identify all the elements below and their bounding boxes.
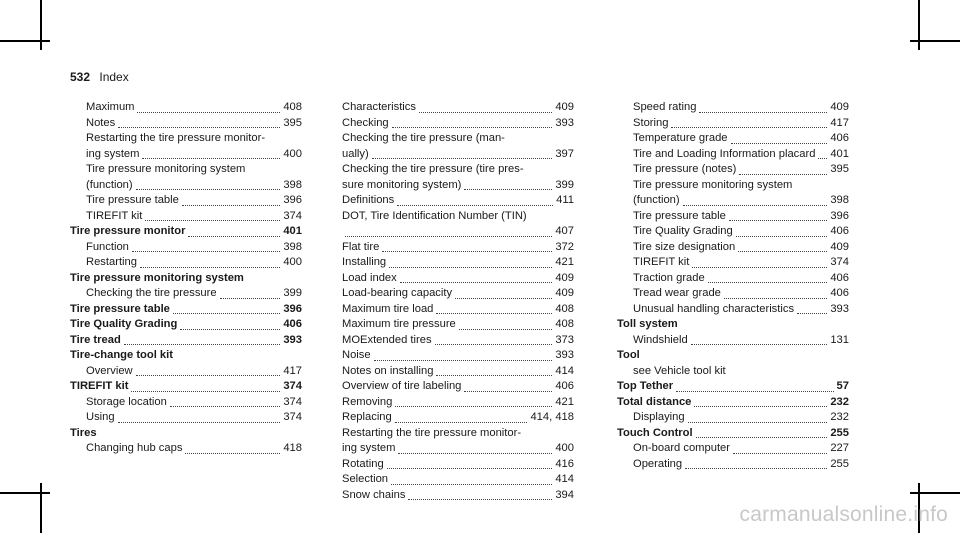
index-entry — [70, 441, 302, 457]
leader-dots — [736, 235, 828, 237]
leader-dots — [185, 452, 280, 454]
index-heading: Tire-change tool kit — [70, 349, 173, 361]
index-entry — [617, 209, 849, 225]
page-reference: 393 — [830, 302, 849, 315]
leader-dots — [145, 219, 280, 221]
leader-dots — [683, 204, 828, 206]
page-reference: 373 — [555, 333, 574, 346]
page-reference: 398 — [283, 240, 302, 253]
leader-dots — [118, 421, 281, 423]
index-entry — [342, 255, 574, 271]
leader-dots — [131, 390, 280, 392]
index-entry — [70, 147, 302, 163]
index-heading: Toll system — [617, 318, 678, 330]
entry-label: Windshield — [633, 333, 688, 346]
index-line: Tire pressure monitoring system — [86, 163, 246, 175]
page-reference: 374 — [283, 395, 302, 408]
index-entry — [617, 224, 849, 240]
entry-label: Touch Control — [617, 426, 693, 439]
page-reference: 406 — [830, 271, 849, 284]
page-reference: 232 — [830, 395, 849, 408]
index-entry — [70, 286, 302, 302]
index-heading: Tire pressure monitoring system — [70, 271, 244, 284]
entry-label: Maximum tire load — [342, 302, 434, 315]
index-entry — [70, 224, 302, 240]
index-line: Restarting the tire pressure monitor- — [86, 132, 266, 144]
leader-dots — [391, 483, 552, 485]
leader-dots — [699, 111, 827, 113]
entry-label: TIREFIT kit — [86, 209, 143, 222]
page-reference: 255 — [830, 426, 849, 439]
crop-mark — [910, 492, 960, 494]
index-entry — [70, 240, 302, 256]
index-entry — [342, 410, 574, 426]
page-reference: 400 — [555, 442, 574, 454]
leader-dots — [455, 297, 552, 299]
index-entry — [342, 317, 574, 333]
page-reference: 398 — [830, 194, 849, 206]
leader-dots — [733, 452, 827, 454]
index-entry — [342, 240, 574, 256]
entry-label: Notes on installing — [342, 364, 434, 377]
entry-label: TIREFIT kit — [70, 380, 129, 392]
index-column-2 — [342, 100, 574, 503]
index-entry — [342, 286, 574, 302]
leader-dots — [389, 266, 552, 268]
leader-dots — [464, 188, 552, 190]
index-entry — [617, 286, 849, 302]
index-entry — [70, 395, 302, 411]
index-entry — [617, 193, 849, 209]
page-reference: 131 — [830, 333, 849, 346]
entry-label: Notes — [86, 116, 116, 129]
index-entry — [342, 224, 574, 240]
page-reference: 400 — [283, 147, 302, 160]
leader-dots — [118, 126, 280, 128]
entry-label: ing system — [342, 442, 396, 454]
entry-label: (function) — [86, 178, 133, 191]
leader-dots — [374, 359, 553, 361]
index-entry — [70, 193, 302, 209]
leader-dots — [731, 142, 828, 144]
index-entry — [342, 116, 574, 132]
index-entry — [342, 193, 574, 209]
leader-dots — [435, 343, 553, 345]
page-reference: 409 — [555, 101, 574, 113]
leader-dots — [400, 281, 553, 283]
crop-mark — [40, 483, 42, 533]
index-line: Restarting the tire pressure monitor- — [342, 426, 522, 439]
page-reference: 372 — [555, 240, 574, 253]
index-entry — [70, 364, 302, 380]
page-reference: 421 — [555, 395, 574, 408]
leader-dots — [436, 312, 552, 314]
page-reference: 414 — [555, 473, 574, 485]
index-entry — [342, 348, 574, 364]
page-reference: 57 — [836, 380, 849, 392]
crop-mark — [0, 40, 50, 42]
index-entry — [70, 333, 302, 349]
leader-dots — [729, 219, 827, 221]
index-entry — [70, 379, 302, 395]
entry-label: Tire tread — [70, 333, 121, 346]
leader-dots — [382, 250, 552, 252]
leader-dots — [738, 250, 827, 252]
leader-dots — [691, 343, 828, 345]
leader-dots — [459, 328, 553, 330]
page-reference: 396 — [283, 194, 302, 206]
page-reference: 401 — [830, 147, 849, 160]
page-reference: 406 — [830, 132, 849, 144]
index-entry — [342, 100, 574, 116]
index-entry — [342, 441, 574, 457]
leader-dots — [694, 405, 827, 407]
entry-label: Traction grade — [633, 271, 705, 284]
leader-dots — [220, 297, 281, 299]
crop-mark — [910, 40, 960, 42]
index-entry — [70, 255, 302, 271]
index-entry — [617, 379, 849, 395]
leader-dots — [419, 111, 552, 113]
entry-label: Total distance — [617, 395, 692, 408]
watermark: carmanualsonline.info — [739, 503, 948, 526]
index-entry — [342, 147, 574, 163]
index-entry — [617, 100, 849, 116]
index-entry — [342, 364, 574, 380]
entry-label: Snow chains — [342, 488, 406, 501]
leader-dots — [724, 297, 827, 299]
leader-dots — [688, 421, 828, 423]
entry-label: Tire pressure monitor — [70, 225, 186, 237]
index-entry — [342, 302, 574, 318]
index-entry — [70, 410, 302, 426]
leader-dots — [170, 405, 280, 407]
entry-label: Characteristics — [342, 101, 416, 113]
page-reference: 374 — [830, 256, 849, 268]
index-entry — [617, 302, 849, 318]
entry-label: Definitions — [342, 194, 395, 206]
entry-label: ing system — [86, 147, 140, 160]
page-reference: 395 — [283, 116, 302, 129]
page-reference: 408 — [283, 101, 302, 113]
index-entry — [70, 100, 302, 116]
leader-dots — [692, 266, 827, 268]
index-line: see Vehicle tool kit — [633, 364, 726, 377]
index-line: Tire pressure monitoring system — [633, 178, 793, 191]
leader-dots — [685, 467, 827, 469]
entry-label: Load-bearing capacity — [342, 287, 453, 299]
index-entry — [617, 255, 849, 271]
page-reference: 411 — [556, 194, 574, 206]
page-reference: 417 — [830, 116, 849, 129]
page-reference: 409 — [555, 287, 574, 299]
index-entry — [342, 488, 574, 504]
entry-label: Tread wear grade — [633, 287, 721, 299]
leader-dots — [676, 390, 833, 392]
entry-label: Operating — [633, 457, 683, 470]
index-entry — [617, 410, 849, 426]
entry-label: Maximum — [86, 101, 135, 113]
section-title: Index — [99, 70, 129, 84]
index-heading: Tires — [70, 426, 97, 439]
entry-label: Overview of tire labeling — [342, 380, 462, 392]
page-reference: 406 — [830, 225, 849, 237]
page-header — [70, 70, 129, 84]
entry-label: Changing hub caps — [86, 442, 183, 454]
index-column-1 — [70, 100, 302, 457]
index-entry — [342, 472, 574, 488]
page-reference: 397 — [555, 147, 574, 160]
page-reference: 396 — [830, 209, 849, 222]
page-reference: 395 — [830, 163, 849, 175]
page-reference: 418 — [283, 442, 302, 454]
page-reference: 396 — [283, 302, 302, 315]
leader-dots — [387, 467, 553, 469]
page-reference: 408 — [555, 302, 574, 315]
entry-label: Checking the tire pressure — [86, 287, 217, 299]
page-reference: 409 — [555, 271, 574, 284]
page-reference: 393 — [555, 349, 574, 361]
index-entry — [342, 271, 574, 287]
leader-dots — [392, 126, 553, 128]
index-entry — [617, 457, 849, 473]
entry-label: Replacing — [342, 411, 392, 423]
entry-label: Tire pressure table — [70, 302, 170, 315]
index-entry — [617, 131, 849, 147]
page-reference: 398 — [283, 178, 302, 191]
index-entry — [342, 379, 574, 395]
crop-mark — [918, 0, 920, 50]
entry-label: On-board computer — [633, 442, 731, 454]
leader-dots — [188, 235, 280, 237]
leader-dots — [136, 188, 281, 190]
page-reference: 374 — [283, 411, 302, 423]
leader-dots — [696, 436, 828, 438]
entry-label: Overview — [86, 364, 133, 377]
page-reference: 227 — [830, 442, 849, 454]
leader-dots — [408, 498, 552, 500]
leader-dots — [818, 157, 827, 159]
index-entry — [70, 302, 302, 318]
page-reference: 401 — [283, 225, 302, 237]
index-entry — [342, 178, 574, 194]
page-reference: 406 — [283, 318, 302, 330]
entry-label: Top Tether — [617, 380, 674, 392]
entry-label: Tire pressure table — [633, 209, 726, 222]
index-entry — [617, 333, 849, 349]
leader-dots — [140, 266, 280, 268]
index-entry — [617, 271, 849, 287]
leader-dots — [142, 157, 280, 159]
entry-label: Unusual handling characteristics — [633, 302, 795, 315]
index-entry — [617, 116, 849, 132]
index-line: DOT, Tire Identification Number (TIN) — [342, 209, 527, 222]
entry-label: Restarting — [86, 256, 137, 268]
entry-label: Tire Quality Grading — [70, 318, 178, 330]
page-reference: 414 — [555, 364, 574, 377]
index-entry — [617, 240, 849, 256]
index-entry — [617, 426, 849, 442]
entry-label: Using — [86, 411, 115, 423]
leader-dots — [345, 235, 552, 237]
index-entry — [70, 209, 302, 225]
page-reference: 414, 418 — [530, 411, 574, 423]
entry-label: Function — [86, 240, 129, 253]
entry-label: Noise — [342, 349, 371, 361]
page-reference: 406 — [830, 287, 849, 299]
index-entry — [70, 116, 302, 132]
leader-dots — [397, 204, 553, 206]
leader-dots — [395, 421, 528, 423]
entry-label: Selection — [342, 473, 389, 485]
page-reference: 232 — [830, 411, 849, 423]
index-line: Checking the tire pressure (man- — [342, 132, 505, 144]
crop-mark — [0, 492, 50, 494]
entry-label: Tire pressure table — [86, 194, 179, 206]
leader-dots — [137, 111, 280, 113]
crop-mark — [40, 0, 42, 50]
page-number: 532 — [70, 70, 91, 84]
page-reference: 393 — [555, 116, 574, 129]
page-reference: 394 — [555, 488, 574, 501]
leader-dots — [132, 250, 280, 252]
entry-label: Rotating — [342, 457, 384, 470]
entry-label: Storage location — [86, 395, 167, 408]
leader-dots — [136, 374, 281, 376]
entry-label: Installing — [342, 256, 387, 268]
entry-label: Temperature grade — [633, 132, 728, 144]
leader-dots — [464, 390, 552, 392]
leader-dots — [708, 281, 828, 283]
entry-label: Displaying — [633, 411, 685, 423]
leader-dots — [398, 452, 552, 454]
entry-label: Tire pressure (notes) — [633, 163, 737, 175]
entry-label: TIREFIT kit — [633, 256, 690, 268]
leader-dots — [124, 343, 281, 345]
page-reference: 393 — [283, 333, 302, 346]
page-reference: 400 — [283, 256, 302, 268]
index-heading: Tool — [617, 349, 640, 361]
page-reference: 406 — [555, 380, 574, 392]
entry-label: Load index — [342, 271, 397, 284]
page-reference: 399 — [555, 178, 574, 191]
entry-label: Tire Quality Grading — [633, 225, 733, 237]
index-entry — [617, 162, 849, 178]
entry-label: sure monitoring system) — [342, 178, 462, 191]
leader-dots — [395, 405, 552, 407]
leader-dots — [182, 204, 280, 206]
page-reference: 417 — [283, 364, 302, 377]
index-line: Checking the tire pressure (tire pres- — [342, 163, 524, 175]
page-reference: 408 — [555, 318, 574, 330]
page-reference: 255 — [830, 457, 849, 470]
leader-dots — [372, 157, 553, 159]
entry-label: ually) — [342, 147, 369, 160]
index-entry — [70, 178, 302, 194]
entry-label: (function) — [633, 194, 680, 206]
page-reference: 416 — [555, 457, 574, 470]
entry-label: Speed rating — [633, 101, 697, 113]
entry-label: Checking — [342, 116, 389, 129]
index-column-3 — [617, 100, 849, 472]
leader-dots — [180, 328, 280, 330]
leader-dots — [173, 312, 280, 314]
leader-dots — [739, 173, 827, 175]
index-entry — [617, 395, 849, 411]
index-entry — [617, 441, 849, 457]
index-entry — [342, 395, 574, 411]
index-entry — [342, 333, 574, 349]
page-reference: 407 — [555, 225, 574, 237]
page-reference: 374 — [283, 209, 302, 222]
entry-label: Flat tire — [342, 240, 380, 253]
page-reference: 409 — [830, 240, 849, 253]
entry-label: Tire and Loading Information placard — [633, 147, 816, 160]
entry-label: Maximum tire pressure — [342, 318, 456, 330]
page-reference: 421 — [555, 256, 574, 268]
page-reference: 374 — [283, 380, 302, 392]
entry-label: Storing — [633, 116, 669, 129]
leader-dots — [797, 312, 827, 314]
entry-label: Tire size designation — [633, 240, 736, 253]
entry-label: Removing — [342, 395, 393, 408]
index-entry — [617, 147, 849, 163]
leader-dots — [671, 126, 827, 128]
page-reference: 409 — [830, 101, 849, 113]
page-reference: 399 — [283, 287, 302, 299]
index-entry — [70, 317, 302, 333]
index-entry — [342, 457, 574, 473]
leader-dots — [436, 374, 552, 376]
entry-label: MOExtended tires — [342, 333, 432, 346]
